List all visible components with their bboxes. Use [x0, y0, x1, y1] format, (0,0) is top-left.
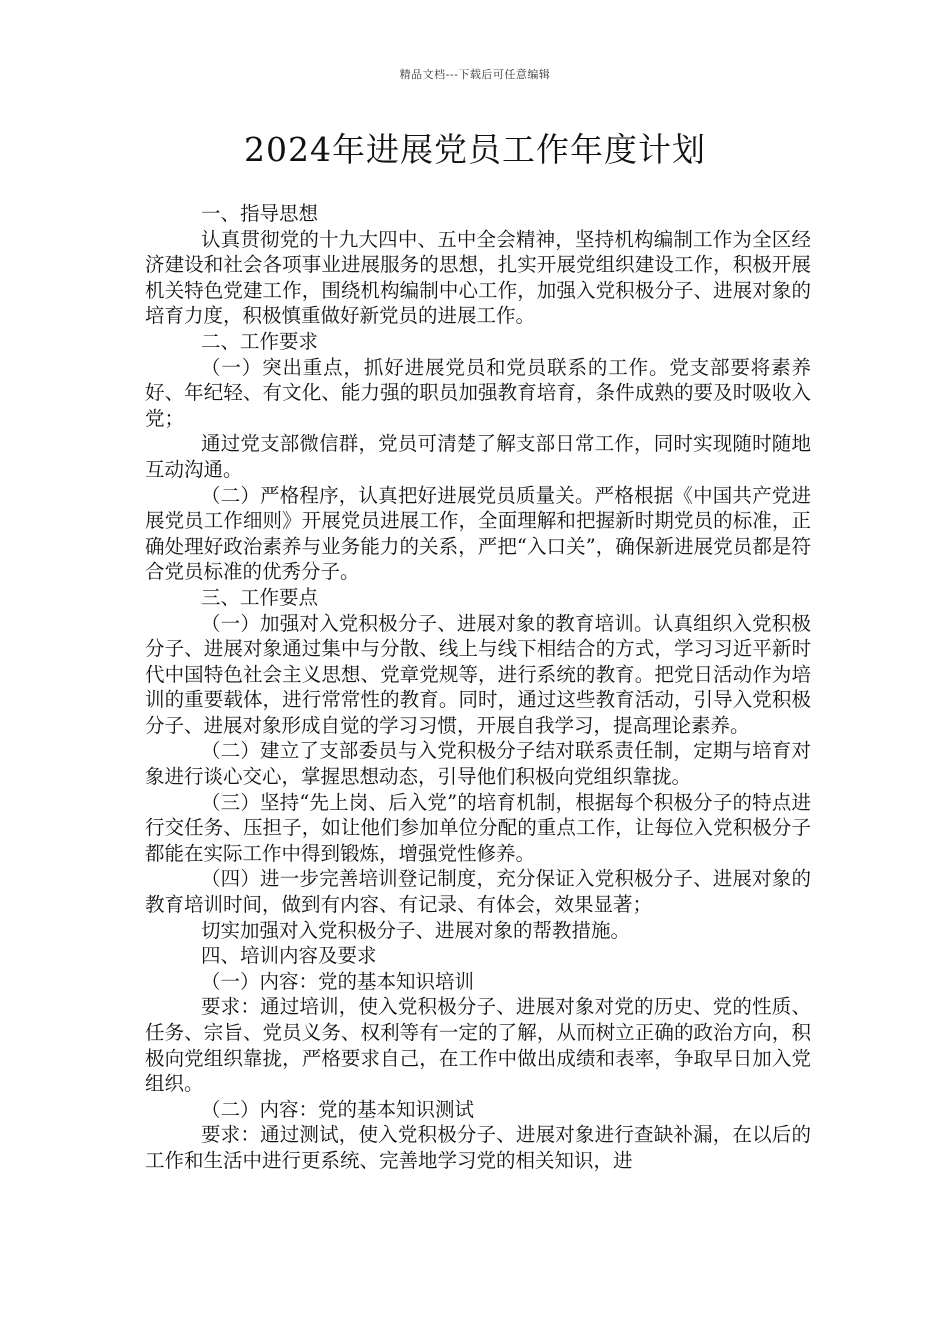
document-body — [145, 201, 811, 1174]
paragraph: 要求：通过测试，使入党积极分子、进展对象进行查缺补漏，在以后的工作和生活中进行更系统、完善地学习党的相关知识，进 — [145, 1123, 811, 1172]
paragraph: 通过党支部微信群，党员可清楚了解支部日常工作，同时实现随时随地互动沟通。 — [145, 432, 811, 481]
paragraph: （一）加强对入党积极分子、进展对象的教育培训。认真组织入党积极分子、进展对象通过集中与分散、线上与线下相结合的方式，学习习近平新时代中国特色社会主义思想、党章党规等，进行系统的教育。把党日活动作为培训的重要载体，进行常常性的教育。同时，通过这些教育活动，引导入党积极分子、进展对象形成自觉的学习习惯，开展自我学习，提高理论素养。 — [145, 611, 811, 737]
section-heading-training-content: 四、培训内容及要求 — [201, 944, 377, 968]
section-heading-work-requirements: 二、工作要求 — [201, 329, 319, 353]
paragraph: （一）突出重点，抓好进展党员和党员联系的工作。党支部要将素养好、年纪轻、有文化、能力强的职员加强教育培育，条件成熟的要及时吸收入党； — [145, 355, 811, 430]
paragraph: 认真贯彻党的十九大四中、五中全会精神，坚持机构编制工作为全区经济建设和社会各项事业进展服务的思想，扎实开展党组织建设工作，积极开展机关特色党建工作，围绕机构编制中心工作，加强入党积极分子、进展对象的培育力度，积极慎重做好新党员的进展工作。 — [145, 227, 811, 328]
section-heading-work-points: 三、工作要点 — [201, 585, 319, 609]
paragraph: 切实加强对入党积极分子、进展对象的帮教措施。 — [201, 918, 631, 942]
paragraph: （二）建立了支部委员与入党积极分子结对联系责任制，定期与培育对象进行谈心交心，掌握思想动态，引导他们积极向党组织靠拢。 — [145, 739, 811, 789]
paragraph: （二）内容：党的基本知识测试 — [201, 1097, 475, 1121]
paragraph: 要求：通过培训，使入党积极分子、进展对象对党的历史、党的性质、任务、宗旨、党员义务、权利等有一定的了解，从而树立正确的政治方向，积极向党组织靠拢，严格要求自己，在工作中做出成绩和表率，争取早日加入党组织。 — [145, 995, 811, 1096]
section-heading-guiding-thought: 一、指导思想 — [201, 202, 319, 225]
paragraph: （二）严格程序，认真把好进展党员质量关。严格根据《中国共产党进展党员工作细则》开展党员进展工作，全面理解和把握新时期党员的标准，正确处理好政治素养与业务能力的关系，严把“入口关”，确保新进展党员都是符合党员标准的优秀分子。 — [145, 483, 811, 584]
paragraph: （四）进一步完善培训登记制度，充分保证入党积极分子、进展对象的教育培训时间，做到有内容、有记录、有体会，效果显著； — [145, 867, 811, 917]
paragraph: （三）坚持“先上岗、后入党”的培育机制，根据每个积极分子的特点进行交任务、压担子，如让他们参加单位分配的重点工作，让每位入党积极分子都能在实际工作中得到锻炼，增强党性修养。 — [145, 790, 811, 865]
paragraph: （一）内容：党的基本知识培训 — [201, 969, 475, 993]
document-title: 2024年进展党员工作年度计划 — [244, 130, 706, 169]
header-note: 精品文档---下载后可任意编辑 — [399, 68, 551, 81]
